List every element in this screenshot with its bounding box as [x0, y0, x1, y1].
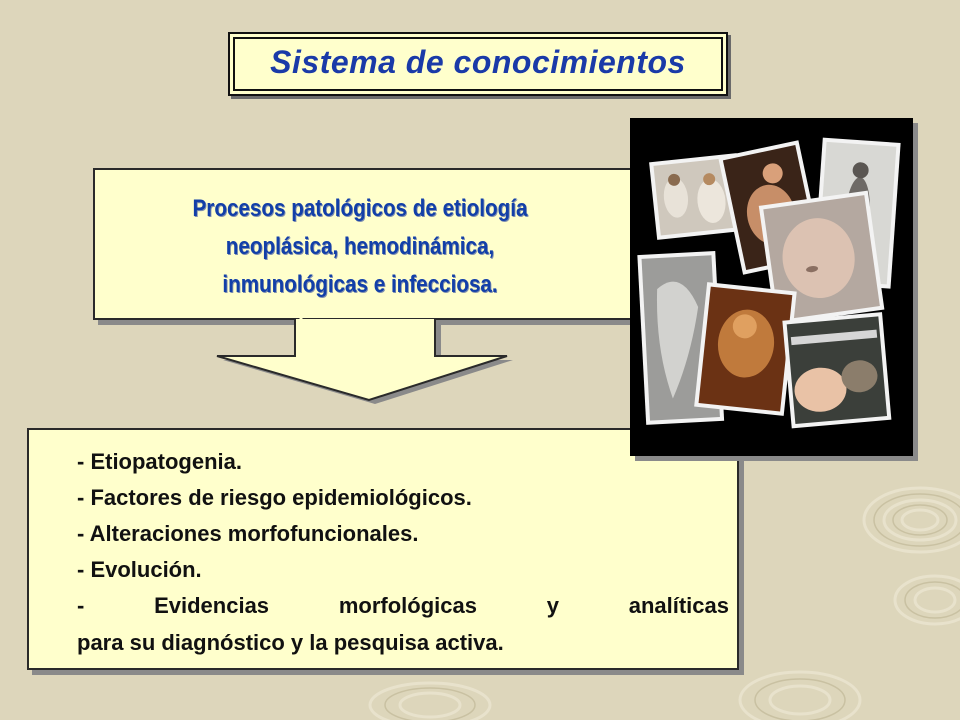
title-box	[228, 32, 728, 96]
processes-line: inmunológicas e infecciosa.	[222, 271, 498, 298]
processes-line: neoplásica, hemodinámica,	[225, 233, 495, 260]
processes-box	[93, 168, 638, 320]
list-item: - Alteraciones morfofuncionales.	[77, 521, 419, 546]
list-item: - Etiopatogenia.	[77, 449, 242, 474]
list-item-continuation: para su diagnóstico y la pesquisa activa.	[77, 630, 504, 655]
collage-illustration	[630, 118, 913, 456]
list-item: - Factores de riesgo epidemiológicos.	[77, 485, 472, 510]
list-item: - Evidencias morfológicas y analíticas	[77, 593, 729, 618]
photo-collage	[630, 118, 913, 456]
ultrasound-fetus-photo	[694, 282, 797, 416]
slide-title: Sistema de conocimientos	[270, 44, 686, 80]
topic-list	[77, 444, 729, 624]
processes-line: Procesos patológicos de etiología	[192, 195, 528, 222]
content-box	[27, 428, 739, 670]
processes-text	[167, 190, 554, 304]
list-item: - Evolución.	[77, 557, 202, 582]
down-arrow-icon	[215, 318, 515, 408]
cat-photo	[782, 312, 891, 428]
